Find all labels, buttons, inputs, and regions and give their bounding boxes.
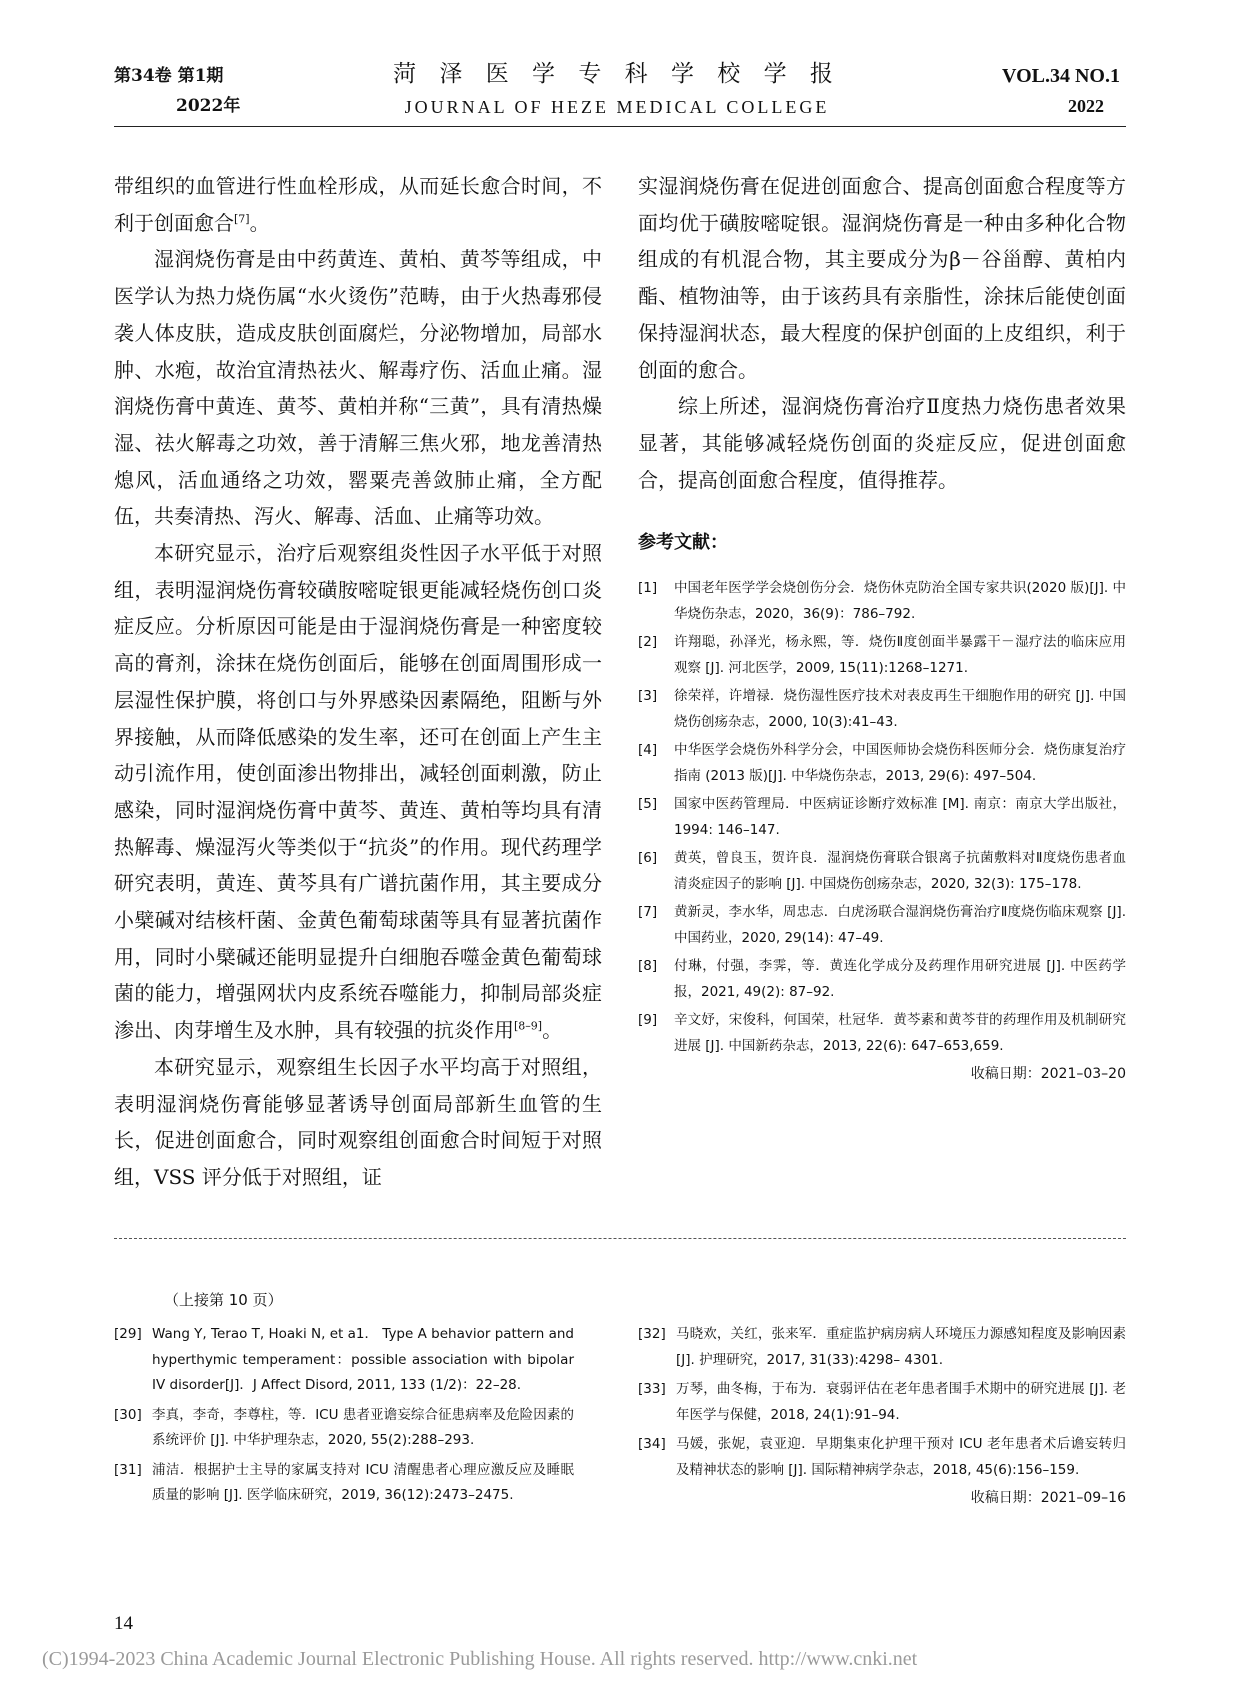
reference-item	[638, 900, 1126, 951]
citation: [8–9]	[514, 1019, 543, 1033]
left-column	[114, 168, 602, 1196]
reference-number: [5]	[638, 796, 658, 813]
reference-text: 万琴，曲冬梅，于布为．衰弱评估在老年患者围手术期中的研究进展 [J]. 老年医学与保健，2018, 24(1):91–94.	[676, 1381, 1126, 1423]
reference-item	[114, 1322, 574, 1399]
reference-text: 辛文妤，宋俊科，何国荣，杜冠华．黄芩素和黄芩苷的药理作用及机制研究进展 [J]. 中国新药杂志，2013, 22(6): 647–653,659.	[674, 1012, 1126, 1054]
reference-number: [29]	[114, 1326, 142, 1342]
section-divider	[114, 1238, 1126, 1239]
copyright-notice: (C)1994-2023 China Academic Journal Electronic Publishing House. All rights reserved. http://www.cnki.net	[42, 1648, 918, 1670]
continued-label: （上接第 10 页）	[164, 1291, 283, 1309]
reference-text: 浦洁．根据护士主导的家属支持对 ICU 清醒患者心理应激反应及睡眠质量的影响 [J]. 医学临床研究，2019, 36(12):2473–2475.	[152, 1461, 574, 1503]
reference-item	[114, 1403, 574, 1454]
reference-text: 马晓欢，关红，张来军．重症监护病房病人环境压力源感知程度及影响因素 [J]. 护理研究，2017, 31(33):4298– 4301.	[676, 1326, 1126, 1368]
journal-title-en: JOURNAL OF HEZE MEDICAL COLLEGE	[404, 97, 830, 117]
reference-number: [34]	[638, 1436, 666, 1452]
reference-number: [1]	[638, 580, 658, 597]
citation: [7]	[234, 212, 250, 226]
reference-item	[114, 1458, 574, 1509]
reference-item	[638, 684, 1126, 735]
paragraph: 湿润烧伤膏是由中药黄连、黄柏、黄芩等组成，中医学认为热力烧伤属“水火烫伤”范畴，由于火热毒邪侵袭人体皮肤，造成皮肤创面腐烂，分泌物增加，局部水肿、水疱，故治宜清热祛火、解毒疗伤、活血止痛。湿润烧伤膏中黄连、黄芩、黄柏并称“三黄”，具有清热燥湿、祛火解毒之功效，善于清解三焦火邪，地龙善清热熄风，活血通络之功效，罂粟壳善敛肺止痛，全方配伍，共奏清热、泻火、解毒、活血、止痛等功效。	[114, 247, 602, 529]
reference-number: [8]	[638, 958, 658, 975]
reference-number: [4]	[638, 742, 658, 759]
reference-item	[638, 792, 1126, 843]
reference-number: [30]	[114, 1406, 142, 1423]
paragraph: 本研究显示，观察组生长因子水平均高于对照组，表明湿润烧伤膏能够显著诱导创面局部新生血管的生长，促进创面愈合，同时观察组创面愈合时间短于对照组，VSS 评分低于对照组，证	[114, 1054, 602, 1189]
header-year: 2022年	[176, 96, 241, 116]
received-date: 收稿日期：2021–09–16	[970, 1490, 1126, 1506]
paragraph-end: 。	[542, 1018, 563, 1043]
vol-no-en: VOL.34 NO.1	[1002, 65, 1120, 87]
received-date: 收稿日期：2021–03–20	[970, 1066, 1126, 1083]
reference-number: [33]	[638, 1381, 666, 1397]
right-column	[638, 168, 1126, 1083]
paragraph	[114, 168, 602, 241]
reference-number: [6]	[638, 850, 658, 867]
volume-issue: 第34卷 第1期	[114, 66, 224, 86]
reference-text: 马媛，张妮，袁亚迎．早期集束化护理干预对 ICU 老年患者术后谵妄转归及精神状态的影响 [J]. 国际精神病学杂志，2018, 45(6):156–159.	[676, 1436, 1126, 1478]
reference-text: 中华医学会烧伤外科学分会，中国医师协会烧伤科医师分会．烧伤康复治疗指南 (2013 版)[J]. 中华烧伤杂志，2013, 29(6): 497–504.	[674, 742, 1126, 784]
paragraph	[114, 535, 602, 1049]
reference-number: [32]	[638, 1326, 666, 1342]
reference-list	[638, 576, 1126, 1059]
reference-number: [7]	[638, 904, 658, 921]
header-year-en: 2022	[1068, 96, 1104, 116]
reference-number: [31]	[114, 1461, 142, 1478]
paragraph-text: 本研究显示，治疗后观察组炎性因子水平低于对照组，表明湿润烧伤膏较磺胺嘧啶银更能减轻烧伤创口炎症反应。分析原因可能是由于湿润烧伤膏是一种密度较高的膏剂，涂抹在烧伤创面后，能够在创面周围形成一层湿性保护膜，将创口与外界感染因素隔绝，阻断与外界接触，从而降低感染的发生率，还可在创面上产生主动引流作用，使创面渗出物排出，减轻创面刺激，防止感染，同时湿润烧伤膏中黄芩、黄连、黄柏等均具有清热解毒、燥湿泻火等类似于“抗炎”的作用。现代药理学研究表明，黄连、黄芩具有广谱抗菌作用，其主要成分小檗碱对结核杆菌、金黄色葡萄球菌等具有显著抗菌作用，同时小檗碱还能明显提升白细胞吞噬金黄色葡萄球菌的能力，增强网状内皮系统吞噬能力，抑制局部炎症渗出、肉芽增生及水肿，具有较强的抗炎作用	[114, 541, 602, 1043]
reference-number: [9]	[638, 1012, 658, 1029]
reference-item	[638, 954, 1126, 1005]
reference-text: 黄新灵，李水华，周忠志．白虎汤联合湿润烧伤膏治疗Ⅱ度烧伤临床观察 [J]. 中国药业，2020, 29(14): 47–49.	[674, 904, 1126, 946]
reference-text: Wang Y, Terao T, Hoaki N, et a1． Type A behavior pattern and hyperthymic temperament：possible association with bipolar IV disorder[J]．J Affect Disord, 2011, 133 (1/2)：22–28.	[152, 1326, 574, 1393]
reference-item	[638, 576, 1126, 627]
reference-item	[638, 630, 1126, 681]
reference-number: [2]	[638, 634, 658, 651]
reference-text: 中国老年医学学会烧创伤分会．烧伤休克防治全国专家共识(2020 版)[J]. 中华烧伤杂志，2020，36(9)：786–792.	[674, 580, 1126, 622]
reference-item	[638, 1377, 1126, 1428]
continued-refs-right-wrap	[638, 1322, 1126, 1507]
continued-refs-right	[638, 1322, 1126, 1483]
reference-item	[638, 1008, 1126, 1059]
reference-text: 徐荣祥，许增禄．烧伤湿性医疗技术对表皮再生干细胞作用的研究 [J]. 中国烧伤创疡杂志，2000, 10(3):41–43.	[674, 688, 1126, 730]
continued-refs-left	[114, 1322, 574, 1513]
reference-number: [3]	[638, 688, 658, 705]
reference-item	[638, 1322, 1126, 1373]
reference-text: 付琳，付强，李霁，等．黄连化学成分及药理作用研究进展 [J]. 中医药学报，2021, 49(2): 87–92.	[674, 958, 1126, 1000]
reference-text: 国家中医药管理局．中医病证诊断疗效标准 [M]. 南京：南京大学出版社，1994: 146–147.	[674, 796, 1126, 838]
reference-text: 黄英，曾良玉，贺许良．湿润烧伤膏联合银离子抗菌敷料对Ⅱ度烧伤患者血清炎症因子的影响 [J]. 中国烧伤创疡杂志，2020, 32(3): 175–178.	[674, 850, 1126, 892]
reference-item	[638, 1432, 1126, 1483]
header-rule	[114, 126, 1126, 127]
page-number: 14	[114, 1613, 133, 1634]
journal-title-cn: 菏 泽 医 学 专 科 学 校 学 报	[393, 61, 841, 87]
journal-header	[114, 62, 1120, 124]
paragraph: 综上所述，湿润烧伤膏治疗Ⅱ度热力烧伤患者效果显著，其能够减轻烧伤创面的炎症反应，促进创面愈合，提高创面愈合程度，值得推荐。	[638, 394, 1126, 492]
paragraph: 实湿润烧伤膏在促进创面愈合、提高创面愈合程度等方面均优于磺胺嘧啶银。湿润烧伤膏是一种由多种化合物组成的有机混合物，其主要成分为β－谷甾醇、黄柏内酯、植物油等，由于该药具有亲脂性，涂抹后能使创面保持湿润状态，最大程度的保护创面的上皮组织，利于创面的愈合。	[638, 174, 1126, 382]
reference-text: 李真，李奇，李尊柱，等．ICU 患者亚谵妄综合征患病率及危险因素的系统评价 [J]. 中华护理杂志，2020, 55(2):288–293.	[152, 1406, 574, 1448]
reference-item	[638, 738, 1126, 789]
paragraph-text: 带组织的血管进行性血栓形成，从而延长愈合时间，不利于创面愈合	[114, 174, 602, 235]
reference-text: 许翔聪，孙泽光，杨永熙，等．烧伤Ⅱ度创面半暴露干－湿疗法的临床应用观察 [J]. 河北医学，2009, 15(11):1268–1271.	[674, 634, 1126, 676]
references-heading: 参考文献：	[638, 532, 728, 554]
paragraph-end: 。	[249, 210, 270, 235]
reference-item	[638, 846, 1126, 897]
